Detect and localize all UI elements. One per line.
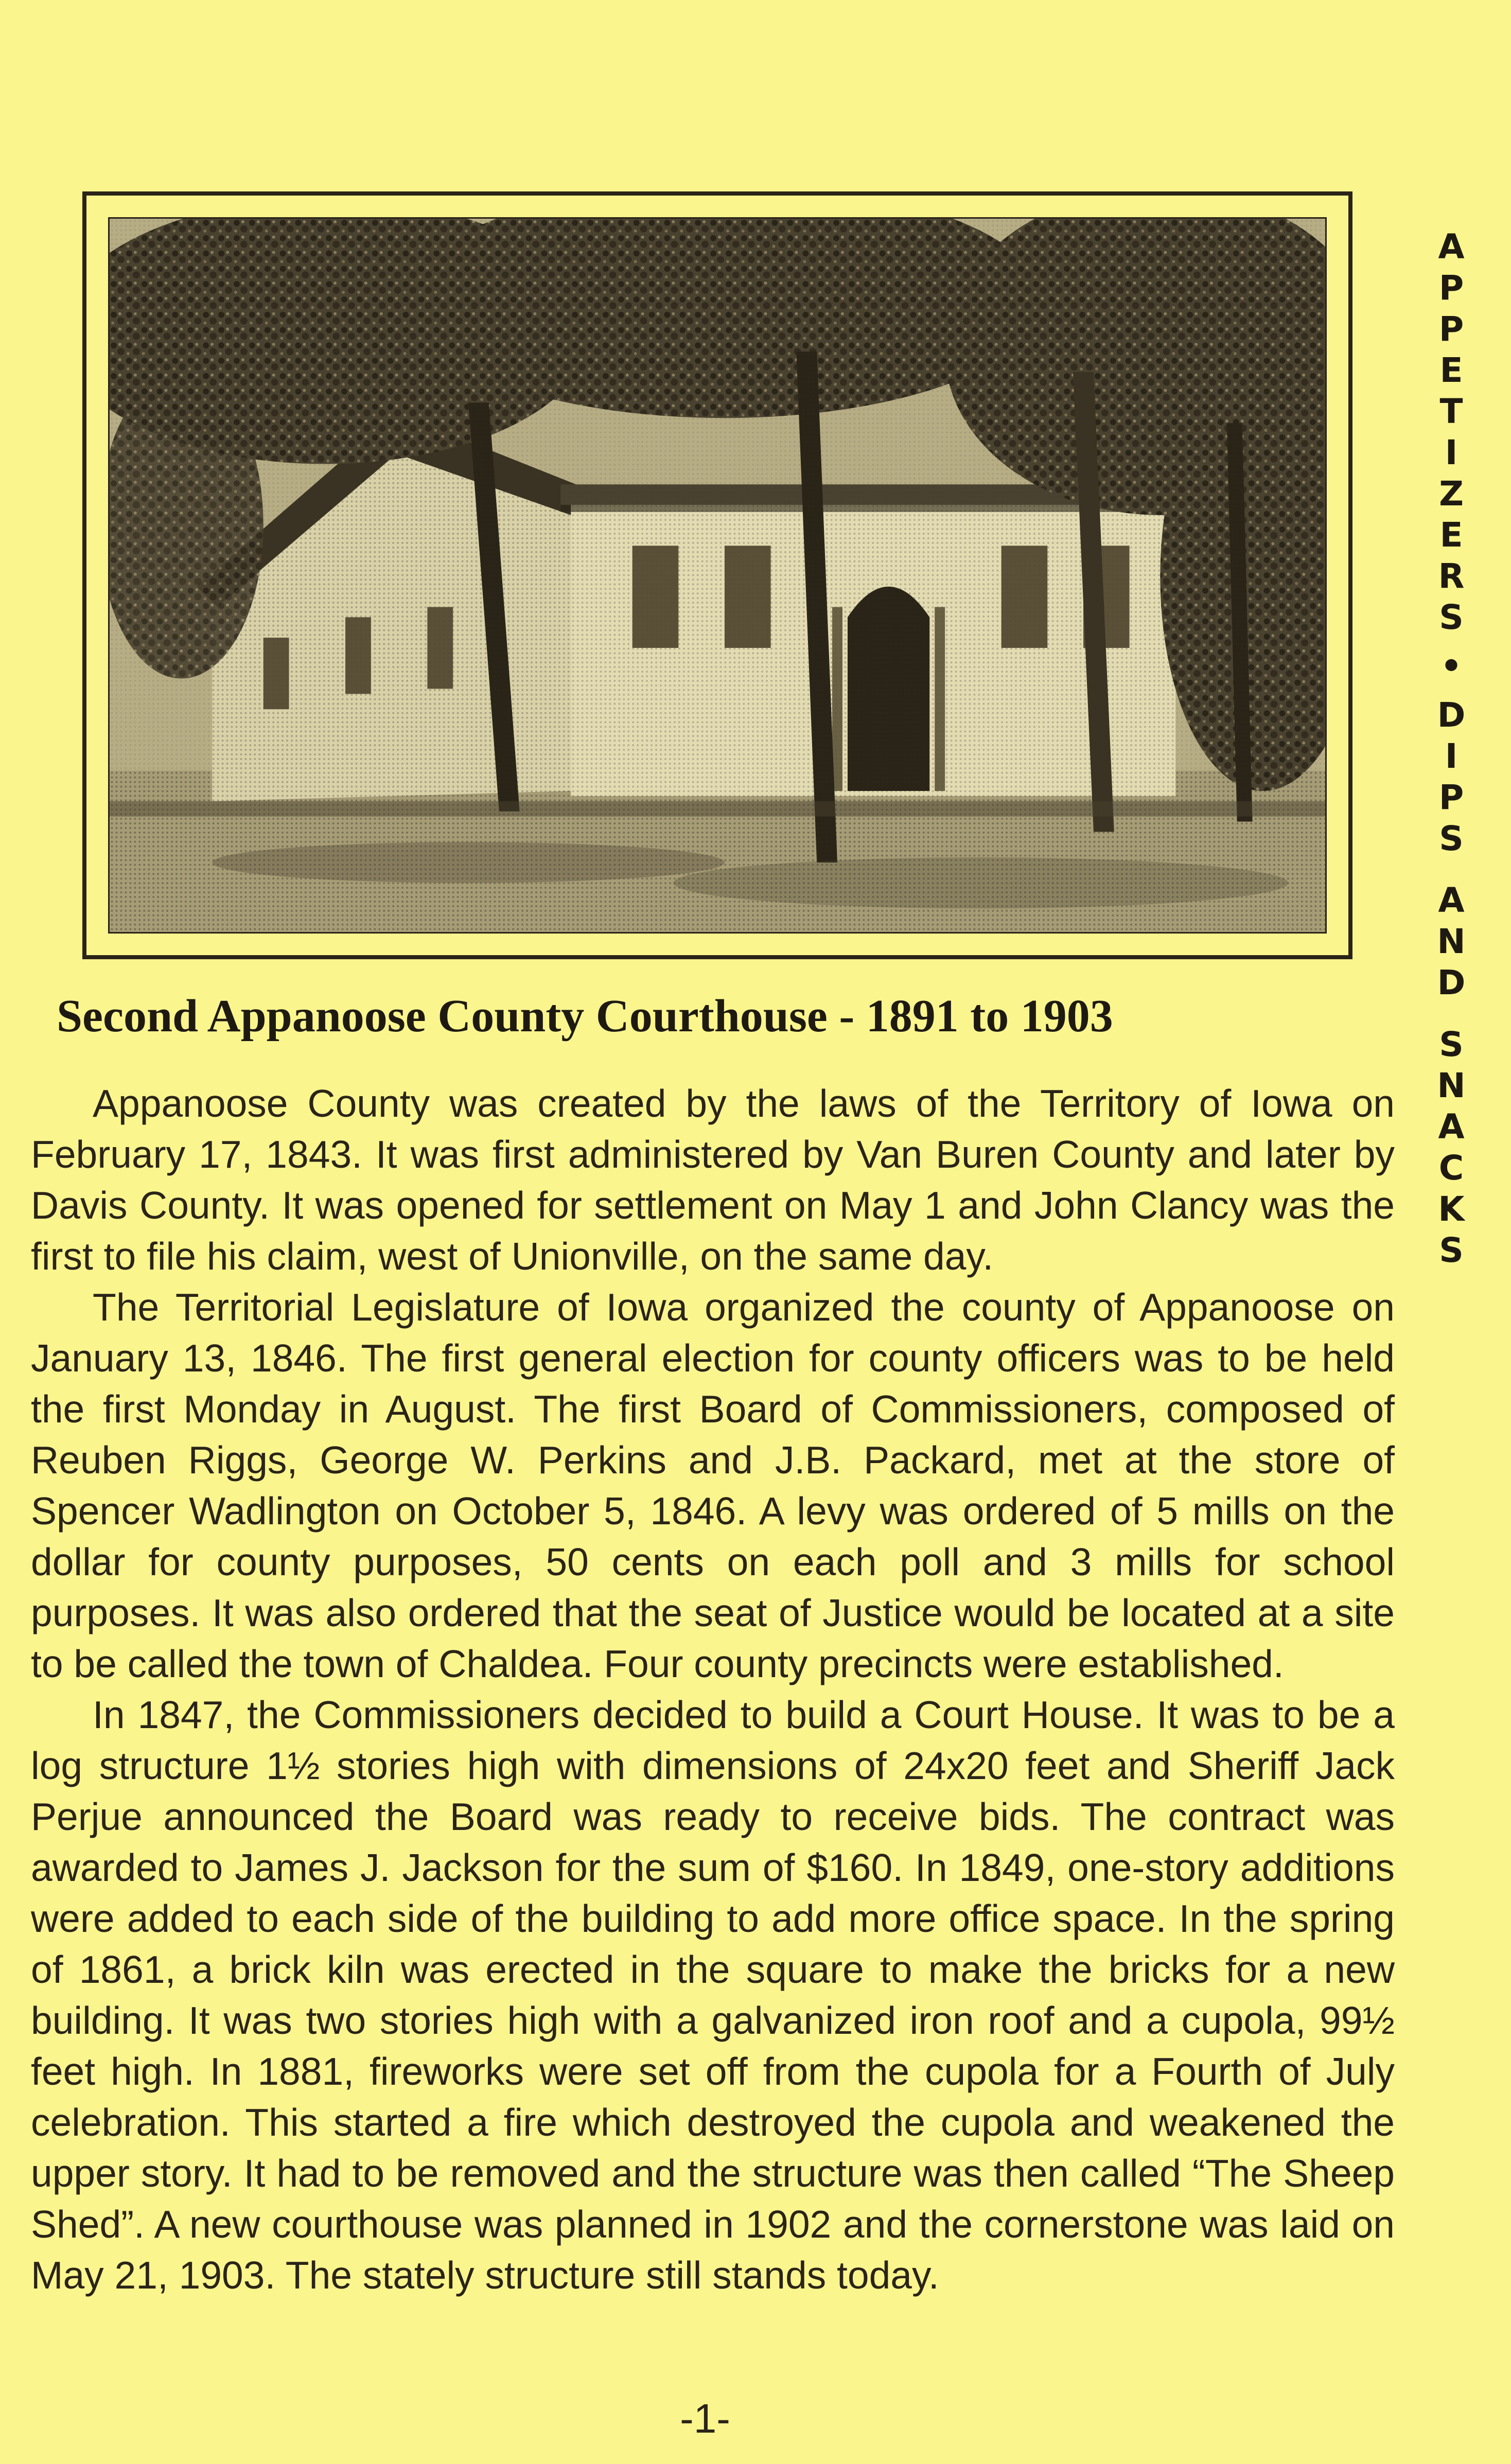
tab-letter: I xyxy=(1445,433,1458,472)
courthouse-illustration xyxy=(110,219,1325,932)
section-tab xyxy=(1410,226,1492,1271)
tab-letter: A xyxy=(1438,1107,1465,1147)
tab-letter: P xyxy=(1438,778,1464,817)
tab-letter: E xyxy=(1439,515,1463,555)
tab-letter: T xyxy=(1439,392,1463,431)
tab-bullet: • xyxy=(1440,646,1463,686)
photo-caption: Second Appanoose County Courthouse - 1891 to 1903 xyxy=(57,991,1113,1042)
tab-letter: E xyxy=(1439,350,1463,390)
tab-letter: S xyxy=(1439,597,1464,637)
tab-letter: I xyxy=(1445,736,1458,776)
tab-letter: S xyxy=(1439,819,1464,858)
page-number: -1- xyxy=(680,2396,730,2441)
tab-letter: K xyxy=(1438,1189,1465,1229)
tab-letter: R xyxy=(1438,556,1465,596)
paragraph: In 1847, the Commissioners decided to build a Court House. It was to be a log structure 1½ stories high with dimensions of 24x20 feet and Sheriff Jack Perjue announced the Board was ready to receive bids. The contract was awarded to James J. Jackson for the sum of $160. In 1849, one-story additions were added to each side of the building to add more office space. In the spring of 1861, a brick kiln was erected in the square to make the bricks for a new building. It was two stories high with a galvanized iron roof and a cupola, 99½ feet high. In 1881, fireworks were set off from the cupola for a Fourth of July celebration. This started a fire which destroyed the cupola and weakened the upper story. It had to be removed and the structure was then called “The Sheep Shed”. A new courthouse was planned in 1902 and the cornerstone was laid on May 21, 1903. The stately structure still stands today. xyxy=(31,1693,1395,2297)
tab-letter: P xyxy=(1438,309,1464,349)
courthouse-photo xyxy=(108,217,1327,934)
tab-letter: N xyxy=(1437,1066,1466,1105)
tab-letter: C xyxy=(1438,1148,1464,1188)
paragraph: The Territorial Legislature of Iowa organized the county of Appanoose on January 13, 1846. The first general election for county officers was to be held the first Monday in August. The first Board of Commissioners, composed of Reuben Riggs, George W. Perkins and J.B. Packard, met at the store of Spencer Wadlington on October 5, 1846. A levy was ordered of 5 mills on the dollar for county purposes, 50 cents on each poll and 3 mills for school purposes. It was also ordered that the seat of Justice would be located at a site to be called the town of Chaldea. Four county precincts were established. xyxy=(31,1286,1395,1685)
tab-letter: S xyxy=(1439,1230,1464,1270)
tab-letter: D xyxy=(1437,963,1466,1002)
tab-letter: D xyxy=(1437,695,1466,735)
article-body xyxy=(31,1078,1395,2301)
tab-letter: A xyxy=(1438,227,1465,267)
tab-letter: N xyxy=(1437,922,1466,961)
tab-letter: P xyxy=(1438,268,1464,308)
photo-frame xyxy=(82,191,1352,959)
tab-letter: Z xyxy=(1439,474,1464,514)
tab-letter: S xyxy=(1439,1025,1464,1064)
paragraph: Appanoose County was created by the laws of the Territory of Iowa on February 17, 1843. It was first administered by Van Buren County and later by Davis County. It was opened for settlement on May 1 and John Clancy was the first to file his claim, west of Unionville, on the same day. xyxy=(31,1082,1395,1278)
tab-letter: A xyxy=(1438,881,1465,920)
